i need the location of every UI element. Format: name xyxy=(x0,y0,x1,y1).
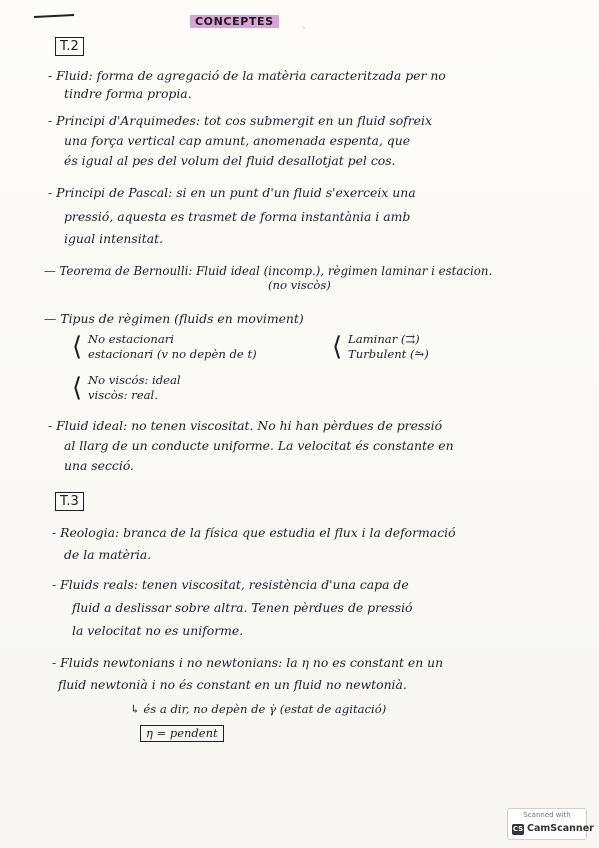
camscanner-badge xyxy=(507,808,594,840)
text-line: — Teorema de Bernoulli: Fluid ideal (incomp.), règimen laminar i estacion. xyxy=(44,264,493,278)
badge-caption: Scanned with xyxy=(523,811,571,819)
page-title: CONCEPTES xyxy=(190,15,279,28)
eta-note-box: η = pendent xyxy=(140,725,224,742)
text-line: ↳ és a dir, no depèn de γ̇ (estat de agitació) xyxy=(130,702,387,716)
regime-item: estacionari (v no depèn de t) xyxy=(88,347,257,361)
text-line: una força vertical cap amunt, anomenada espenta, que xyxy=(64,133,411,148)
text-line: (no viscòs) xyxy=(268,278,331,292)
text-line: fluid a deslissar sobre altra. Tenen pèrdues de pressió xyxy=(72,600,413,615)
text-line: - Fluids newtonians i no newtonians: la η no es constant en un xyxy=(52,655,444,670)
brace-viscosity: ⟨ xyxy=(72,373,83,403)
section-label-t2: T.2 xyxy=(55,37,84,56)
text-line: - Fluid ideal: no tenen viscositat. No hi han pèrdues de pressió xyxy=(48,418,443,433)
text-line: - Fluid: forma de agregació de la matèria caracteritzada per no xyxy=(48,68,446,83)
text-line: una secció. xyxy=(64,458,134,473)
text-line: - Principi d'Arquimedes: tot cos submergit en un fluid sofreix xyxy=(48,113,432,128)
text-line: pressió, aquesta es trasmet de forma instantània i amb xyxy=(64,209,411,224)
brace-left: ⟨ xyxy=(72,332,83,362)
text-line: - Reologia: branca de la física que estudia el flux i la deformació xyxy=(52,525,456,540)
section-label-t3: T.3 xyxy=(55,492,84,511)
regime-item: No estacionari xyxy=(88,332,175,346)
regime-item: Turbulent (⥲) xyxy=(348,347,429,361)
text-line: - Principi de Pascal: si en un punt d'un fluid s'exerceix una xyxy=(48,185,416,200)
text-line: de la matèria. xyxy=(64,547,152,562)
text-line: - Fluids reals: tenen viscositat, resistència d'una capa de xyxy=(52,577,409,592)
viscosity-item: viscòs: real. xyxy=(88,388,158,402)
camscanner-logo-icon: CS xyxy=(512,825,524,833)
text-line: fluid newtonià i no és constant en un fluid no newtonià. xyxy=(58,677,407,692)
text-line: al llarg de un conducte uniforme. La velocitat és constante en xyxy=(64,438,454,453)
text-line: igual intensitat. xyxy=(64,231,164,246)
badge-brand: CamScanner xyxy=(527,823,594,834)
bleed-through-mark: ˜ xyxy=(300,26,306,39)
regime-item: Laminar (⇉) xyxy=(348,332,420,346)
text-line: la velocitat no es uniforme. xyxy=(72,623,244,638)
text-line: és igual al pes del volum del fluid desallotjat pel cos. xyxy=(64,153,396,168)
corner-pen-mark xyxy=(34,14,74,18)
text-line: — Tipus de règimen (fluids en moviment) xyxy=(44,311,304,326)
text-line: tindre forma propia. xyxy=(64,86,192,101)
viscosity-item: No viscós: ideal xyxy=(88,373,181,387)
brace-right: ⟨ xyxy=(332,332,343,362)
